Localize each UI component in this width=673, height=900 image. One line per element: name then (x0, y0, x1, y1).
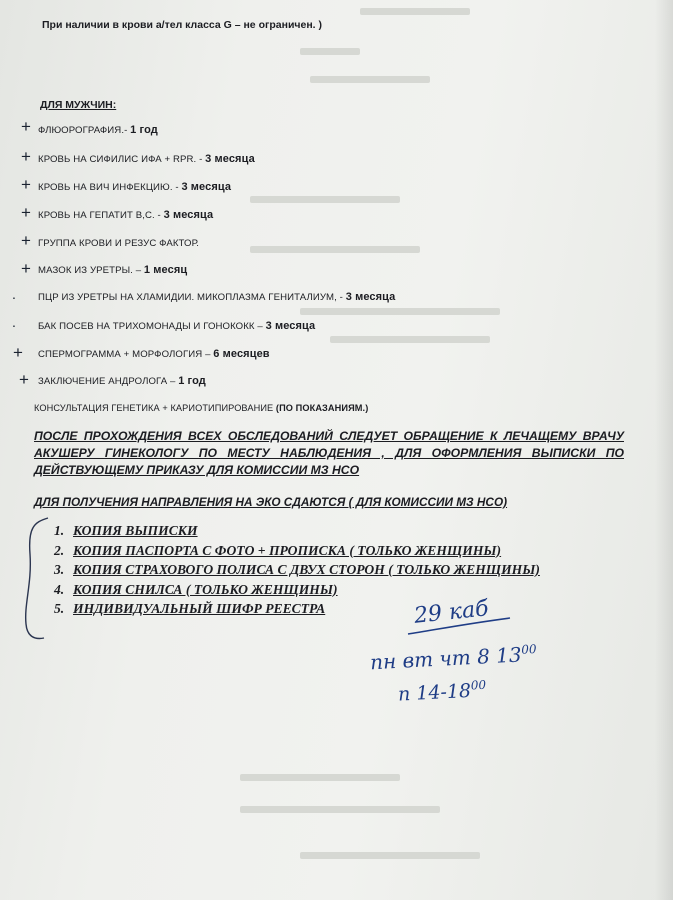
paragraph-line: ДЕЙСТВУЮЩЕМУ ПРИКАЗУ ДЛЯ КОМИССИИ МЗ НСО (34, 463, 360, 477)
handwritten-bracket (14, 514, 54, 644)
handwritten-schedule: п $14-18^{00}$ (397, 677, 487, 706)
instruction-paragraph (34, 428, 624, 479)
handwritten-room: 29 каб (412, 596, 490, 629)
bleed-through (250, 196, 400, 203)
handwritten-check-mark: + (21, 231, 31, 250)
test-item: КРОВЬ НА ГЕПАТИТ В,С. - 3 месяца (38, 209, 214, 221)
bleed-through (300, 308, 500, 315)
section-title-men: ДЛЯ МУЖЧИН: (40, 99, 117, 111)
page-shadow (655, 0, 673, 900)
bleed-through (250, 246, 420, 253)
bleed-through (240, 806, 440, 813)
handwritten-check-mark: + (21, 147, 31, 166)
bleed-through (330, 336, 490, 343)
test-item: БАК ПОСЕВ НА ТРИХОМОНАДЫ И ГОНОКОКК – 3 месяца (38, 320, 316, 332)
bleed-through (300, 48, 360, 55)
bleed-through (300, 852, 480, 859)
test-item: КРОВЬ НА ВИЧ ИНФЕКЦИЮ. - 3 месяца (38, 181, 232, 193)
test-item-conditional: КОНСУЛЬТАЦИЯ ГЕНЕТИКА + КАРИОТИПИРОВАНИЕ (ПО ПОКАЗАНИЯМ.) (34, 403, 369, 413)
test-item: ПЦР ИЗ УРЕТРЫ НА ХЛАМИДИИ. МИКОПЛАЗМА ГЕНИТАЛИУМ, - 3 месяца (38, 291, 396, 303)
test-item: КРОВЬ НА СИФИЛИС ИФА + RPR. - 3 месяца (38, 153, 255, 165)
bleed-through (360, 8, 470, 15)
bleed-through (310, 76, 430, 83)
header-note: При наличии в крови а/тел класса G – не ограничен. ) (42, 19, 323, 31)
document-list-item: 3. КОПИЯ СТРАХОВОГО ПОЛИСА С ДВУХ СТОРОН ( ТОЛЬКО ЖЕНЩИНЫ) (54, 562, 540, 577)
handwritten-check-mark: + (21, 175, 31, 194)
handwritten-schedule: пн вт чт 8 $13^{00}$ (369, 641, 537, 675)
handwritten-check-mark: + (21, 203, 31, 222)
handwritten-dot-mark: · (11, 317, 17, 333)
handwritten-check-mark: + (21, 117, 31, 136)
test-item: ЗАКЛЮЧЕНИЕ АНДРОЛОГА – 1 год (38, 375, 206, 387)
document-list-item: 4. КОПИЯ СНИЛСА ( ТОЛЬКО ЖЕНЩИНЫ) (54, 581, 338, 597)
test-item: ГРУППА КРОВИ И РЕЗУС ФАКТОР. (38, 238, 200, 249)
handwritten-check-mark: + (13, 343, 23, 362)
handwritten-underline (404, 614, 516, 638)
test-item: ФЛЮОРОГРАФИЯ.- 1 год (38, 124, 158, 136)
test-item: МАЗОК ИЗ УРЕТРЫ. – 1 месяц (38, 264, 188, 276)
test-item: СПЕРМОГРАММА + МОРФОЛОГИЯ – 6 месяцев (38, 348, 270, 360)
paragraph-line: ПОСЛЕ ПРОХОЖДЕНИЯ ВСЕХ ОБСЛЕДОВАНИЙ СЛЕДУЕТ ОБРАЩЕНИЕ К ЛЕЧАЩЕМУ ВРАЧУ (34, 429, 624, 443)
handwritten-check-mark: + (21, 259, 31, 278)
document-list-item: 2. КОПИЯ ПАСПОРТА С ФОТО + ПРОПИСКА ( ТОЛЬКО ЖЕНЩИНЫ) (54, 542, 502, 558)
referral-heading: ДЛЯ ПОЛУЧЕНИЯ НАПРАВЛЕНИЯ НА ЭКО СДАЮТСЯ ( ДЛЯ КОМИССИИ МЗ НСО) (34, 495, 508, 509)
bleed-through (240, 774, 400, 781)
handwritten-dot-mark: · (11, 289, 17, 305)
paragraph-line: АКУШЕРУ ГИНЕКОЛОГУ ПО МЕСТУ НАБЛЮДЕНИЯ , ДЛЯ ОФОРМЛЕНИЯ ВЫПИСКИ ПО (34, 446, 624, 460)
document-list-item: 5. ИНДИВИДУАЛЬНЫЙ ШИФР РЕЕСТРА (54, 601, 326, 616)
handwritten-check-mark: + (19, 370, 29, 389)
document-list-item: 1. КОПИЯ ВЫПИСКИ (54, 523, 198, 538)
